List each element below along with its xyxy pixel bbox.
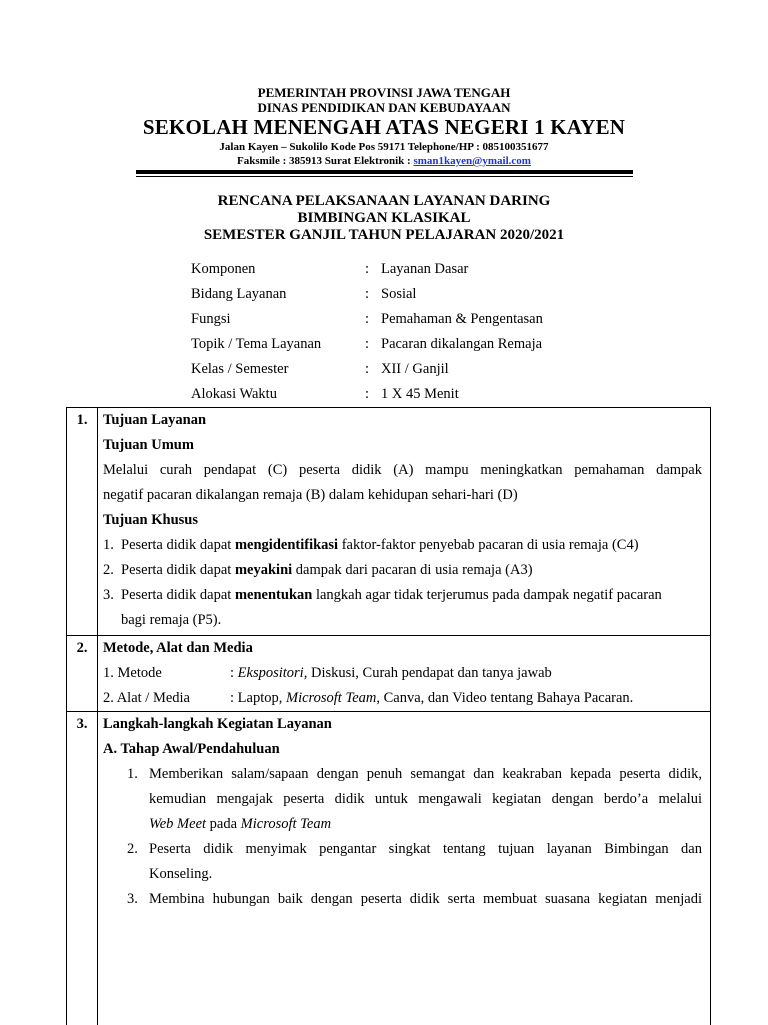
identity-row [191, 259, 591, 284]
metode-text: Diskusi, Curah pendapat dan tanya jawab [307, 665, 552, 681]
section-langkah [67, 712, 710, 1025]
identity-colon: : [365, 311, 370, 327]
identity-colon: : [365, 361, 370, 377]
section-number: 3. [67, 712, 98, 1025]
identity-value: Layanan Dasar [381, 261, 469, 277]
list-item-continuation [103, 608, 702, 633]
tujuan-khusus-heading: Tujuan Khusus [103, 512, 198, 528]
identity-colon: : [365, 386, 370, 402]
metode-sep: : [230, 665, 238, 681]
section-title: Langkah-langkah Kegiatan Layanan [103, 716, 332, 732]
list-keyword: mengidentifikasi [234, 537, 339, 553]
letterhead-department: DINAS PENDIDIKAN DAN KEBUDAYAAN [257, 100, 511, 115]
list-text: Peserta didik dapat [121, 537, 235, 553]
list-item-continuation [103, 862, 702, 887]
section-number: 2. [67, 636, 98, 711]
list-text: Memberikan salam/sapaan dengan penuh semangat dan keakraban kepada peserta didik, [149, 766, 702, 782]
list-text: pada [206, 816, 241, 832]
list-item [103, 762, 702, 787]
identity-colon: : [365, 286, 370, 302]
identity-key: Alokasi Waktu [191, 386, 277, 402]
list-keyword: menentukan [234, 587, 313, 603]
media-italic: Microsoft Team [285, 690, 377, 706]
list-item-continuation [103, 812, 702, 837]
list-number: 3. [103, 587, 114, 603]
list-item [103, 837, 702, 862]
list-italic: Microsoft Team [240, 816, 332, 832]
identity-key: Bidang Layanan [191, 286, 287, 302]
letterhead [0, 85, 768, 168]
letterhead-divider-thin [136, 176, 633, 177]
list-number: 2. [127, 841, 138, 857]
list-item [103, 558, 702, 583]
title-line-3: SEMESTER GANJIL TAHUN PELAJARAN 2020/2021 [203, 227, 565, 243]
section-title: Tujuan Layanan [103, 412, 207, 428]
list-text: langkah agar tidak terjerumus pada dampak negatif pacaran [312, 587, 662, 603]
list-item [103, 533, 702, 558]
list-number: 3. [127, 891, 138, 907]
school-contact [0, 154, 768, 168]
list-text: Membina hubungan baik dengan peserta didik serta membuat suasana kegiatan menjadi [149, 891, 702, 907]
list-number: 1. [127, 766, 138, 782]
title-line-1: RENCANA PELAKSANAAN LAYANAN DARING [217, 193, 551, 209]
section-metode [67, 636, 710, 712]
identity-key: Topik / Tema Layanan [191, 336, 322, 352]
identity-value: Pacaran dikalangan Remaja [381, 336, 543, 352]
school-address: Jalan Kayen – Sukolilo Kode Pos 59171 Telephone/HP : 085100351677 [219, 141, 549, 153]
media-text: , Canva, dan Video tentang Bahaya Pacaran. [376, 690, 634, 706]
identity-value: 1 X 45 Menit [381, 386, 459, 402]
list-text: Peserta didik dapat [121, 562, 235, 578]
identity-key: Komponen [191, 261, 256, 277]
identity-value: XII / Ganjil [381, 361, 449, 377]
identity-row [191, 384, 591, 409]
list-text: Konseling. [149, 866, 213, 882]
media-row [103, 686, 702, 711]
metode-label: 1. Metode [103, 665, 162, 681]
section-number: 1. [67, 408, 98, 635]
identity-table [191, 259, 591, 409]
school-name: SEKOLAH MENENGAH ATAS NEGERI 1 KAYEN [142, 115, 626, 139]
list-item [103, 887, 702, 912]
identity-colon: : [365, 261, 370, 277]
section-body [103, 712, 702, 912]
list-item [103, 583, 702, 608]
list-item-continuation [103, 787, 702, 812]
tahap-awal-heading: A. Tahap Awal/Pendahuluan [103, 741, 280, 757]
identity-key: Kelas / Semester [191, 361, 289, 377]
list-number: 1. [103, 537, 114, 553]
identity-value: Sosial [381, 286, 417, 302]
letterhead-province: PEMERINTAH PROVINSI JAWA TENGAH [257, 85, 511, 100]
section-title: Metode, Alat dan Media [103, 640, 253, 656]
identity-colon: : [365, 336, 370, 352]
list-text: Peserta didik menyimak pengantar singkat tentang tujuan layanan Bimbingan dan [149, 841, 702, 857]
metode-italic: Ekspositori, [237, 665, 308, 681]
email-link[interactable]: sman1kayen@ymail.com [413, 155, 531, 167]
identity-row [191, 284, 591, 309]
section-tujuan-layanan [67, 408, 710, 636]
list-text: Peserta didik dapat [121, 587, 235, 603]
list-text: kemudian mengajak peserta didik untuk mengawali kegiatan dengan berdo’a melalui [149, 791, 702, 807]
identity-key: Fungsi [191, 311, 231, 327]
media-label: 2. Alat / Media [103, 690, 190, 706]
identity-row [191, 334, 591, 359]
identity-row [191, 309, 591, 334]
tujuan-umum-text-1: Melalui curah pendapat (C) peserta didik (A) mampu meningkatkan pemahaman dampak [103, 462, 702, 478]
metode-row [103, 661, 702, 686]
content-table [66, 407, 711, 1025]
document-title [0, 193, 768, 244]
identity-value: Pemahaman & Pengentasan [381, 311, 543, 327]
section-body [103, 636, 702, 711]
title-line-2: BIMBINGAN KLASIKAL [297, 210, 471, 226]
list-keyword: meyakini [234, 562, 293, 578]
identity-row [191, 359, 591, 384]
letterhead-divider-thick [136, 170, 633, 174]
fax-label: Faksmile : 385913 Surat Elektronik : [237, 155, 414, 167]
media-sep: : Laptop, [230, 690, 286, 706]
section-body [103, 408, 702, 633]
list-number: 2. [103, 562, 114, 578]
tujuan-umum-text-2: negatif pacaran dikalangan remaja (B) dalam kehidupan sehari-hari (D) [103, 487, 518, 503]
list-text: dampak dari pacaran di usia remaja (A3) [292, 562, 533, 578]
list-text: faktor-faktor penyebab pacaran di usia remaja (C4) [338, 537, 639, 553]
list-italic: Web Meet [149, 816, 207, 832]
list-text: bagi remaja (P5). [121, 612, 222, 628]
tujuan-umum-heading: Tujuan Umum [103, 437, 194, 453]
